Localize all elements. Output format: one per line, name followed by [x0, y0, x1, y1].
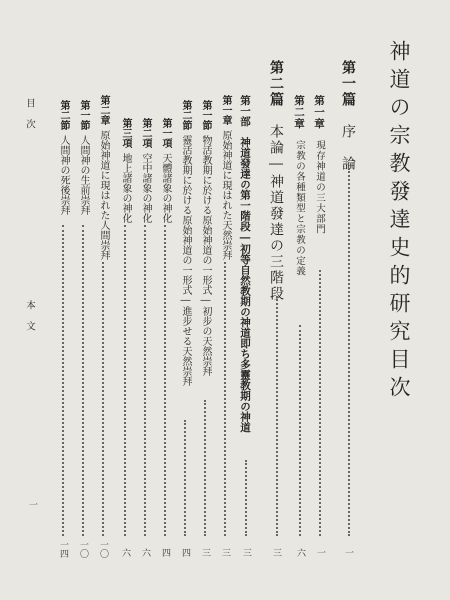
section-title: 人間神の生前崇拜 — [78, 135, 89, 215]
chapter-number: 第二章 — [98, 95, 109, 125]
chapter-title: 宗教の各種類型と宗教の定義 — [294, 140, 305, 277]
toc-entry-part1 — [338, 60, 358, 172]
page-number: 六 — [120, 548, 130, 557]
page-number: 四 — [180, 548, 190, 557]
part-title: 序 論 — [340, 124, 356, 172]
section-title: 人間神の死後崇拜 — [58, 135, 69, 215]
item-number: 第二項 — [140, 118, 151, 148]
item-title: 地上諸象の神化 — [120, 153, 131, 223]
leader-dots — [184, 420, 186, 536]
page-number: 一 — [315, 548, 325, 557]
running-body-label: 本 文 — [24, 300, 35, 332]
toc-entry-c1s1 — [198, 100, 213, 376]
leader-dots — [124, 225, 126, 536]
section-number: 第二節 — [58, 100, 69, 130]
toc-entry-c1s2 — [178, 100, 193, 386]
leader-dots — [82, 225, 84, 536]
toc-entry-c1 — [218, 95, 233, 260]
chapter-title: 原始神道に現はれた人間崇拜 — [98, 130, 109, 260]
page-number: 一 — [343, 548, 353, 557]
leader-dots — [245, 460, 247, 536]
toc-entry-part2s1 — [238, 95, 253, 433]
page-number: 三 — [271, 548, 281, 557]
toc-entry-c2 — [96, 95, 111, 260]
chapter-title: 現存神道の三大部門 — [314, 140, 325, 235]
chapter-title: 原始神道に現はれた天然崇拜 — [220, 130, 231, 260]
section-number: 第二節 — [180, 100, 191, 130]
section-title: 物活教期に於ける原始神道の一形式―初步の天然崇拜 — [200, 135, 211, 376]
page-number: 六 — [295, 548, 305, 557]
page-number: 一四 — [58, 540, 68, 558]
page-number: 三 — [241, 548, 251, 557]
chapter-number: 第一章 — [313, 95, 325, 130]
section-title: 神道發達の第一階段 — [239, 137, 251, 232]
leader-dots — [204, 400, 206, 536]
chapter-number: 第一章 — [220, 95, 231, 125]
toc-entry-c1s2i2 — [138, 118, 153, 223]
leader-dots — [319, 270, 321, 536]
page-number: 一〇 — [98, 540, 108, 558]
chapter-number: 第二章 — [293, 95, 305, 130]
section-number: 第一節 — [78, 100, 89, 130]
leader-dots — [144, 225, 146, 536]
leader-dots — [299, 325, 301, 536]
leader-dots — [62, 225, 64, 536]
item-number: 第三項 — [120, 118, 131, 148]
running-header-label: 目 次 — [24, 98, 35, 130]
toc-entry-part2 — [266, 60, 286, 302]
page-number: 六 — [140, 548, 150, 557]
item-title: 空中諸象の神化 — [140, 153, 151, 223]
toc-entry-c1s2i3 — [118, 118, 133, 223]
leader-dots — [224, 262, 226, 536]
part-number: 第二篇 — [268, 60, 284, 108]
item-title: 天體諸象の神化 — [160, 153, 171, 223]
section-number: 第一部 — [239, 95, 251, 127]
body-page-number: 一 — [27, 500, 37, 509]
page-number: 一〇 — [78, 540, 88, 558]
toc-entry-c2s2 — [56, 100, 71, 215]
toc-entry-p1c1 — [312, 95, 327, 235]
leader-dots — [276, 296, 278, 536]
section-subtitle: ―初等自然教期の神道即ち多靈教期の神道 — [239, 231, 251, 433]
toc-entry-p1c2 — [292, 95, 307, 277]
page-number: 三 — [200, 548, 210, 557]
toc-entry-c2s1 — [76, 100, 91, 215]
part-number: 第一篇 — [340, 60, 356, 108]
page-title: 神道の宗教發達史的研究目次 — [387, 40, 411, 404]
leader-dots — [102, 262, 104, 536]
leader-dots — [348, 168, 350, 536]
page-number: 四 — [160, 548, 170, 557]
section-number: 第一節 — [200, 100, 211, 130]
item-number: 第一項 — [160, 118, 171, 148]
part-title: 本論―神道發達の三階段 — [268, 124, 284, 302]
toc-entry-c1s2i1 — [158, 118, 173, 223]
leader-dots — [164, 225, 166, 536]
page-number: 三 — [220, 548, 230, 557]
section-title: 靈活教期に於ける原始神道の一形式―進步せる天然崇拜 — [180, 135, 191, 386]
